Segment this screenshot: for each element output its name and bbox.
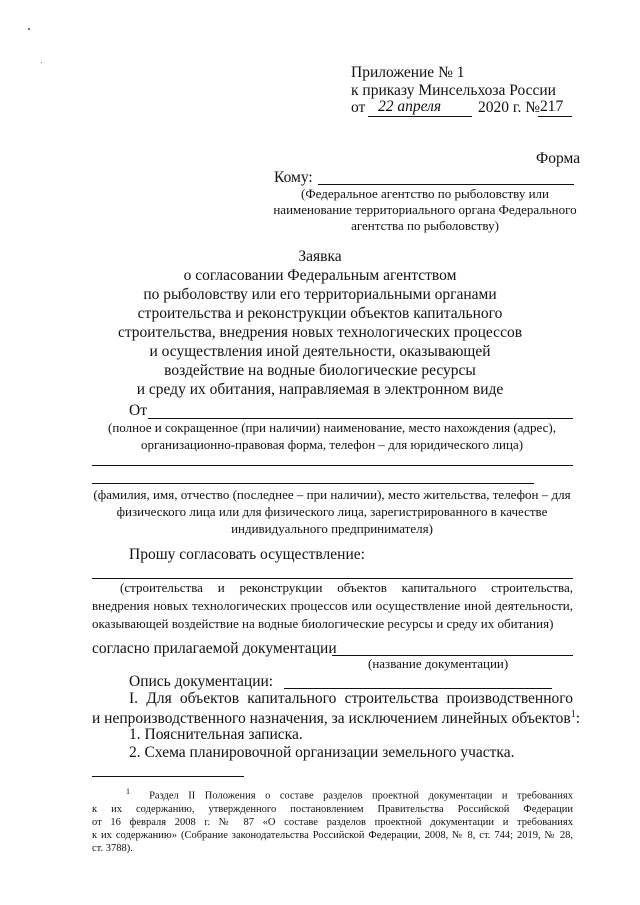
order-number: 217 [540, 98, 564, 115]
inventory-field[interactable] [284, 688, 552, 689]
applicant-extra-field[interactable] [92, 465, 573, 466]
applicant-person-field[interactable] [92, 483, 534, 484]
number-underline [538, 116, 572, 117]
scan-speck [41, 62, 42, 63]
recipient-hint: (Федеральное агентство по рыболовству или наименование территориального органа Федерального агентства по рыболовству) [273, 186, 577, 233]
order-date-handwritten: 22 апреля [378, 98, 442, 115]
documentation-name-hint: (название документации) [368, 656, 509, 671]
document-title: Заявка о согласовании Федеральным агентством по рыболовству или его территориальными органами строительства и реконструкции объектов капитального строительства, внедрения новых технологических процессов и осуществления иной деятельности, оказывающей воздействие на водные биологические ресурсы и среду их обитания, направляемая в электронном виде [117, 248, 523, 398]
recipient-label: Кому: [274, 169, 313, 186]
scan-speck [28, 28, 30, 30]
order-year: 2020 г. № [478, 99, 541, 116]
doc-item: 1. Пояснительная записка. [129, 726, 303, 743]
according-text: согласно прилагаемой документации [92, 640, 337, 657]
form-label: Форма [536, 150, 581, 167]
date-underline [368, 116, 472, 117]
section1-heading-cont: и непроизводственного назначения, за исключением линейных объектов$^1$: [92, 709, 581, 728]
footnote-ref[interactable]: 1 [570, 709, 576, 720]
inventory-label: Опись документации: [129, 673, 274, 690]
recipient-field[interactable] [318, 184, 574, 185]
applicant-label: От [129, 402, 147, 419]
order-reference: к приказу Минсельхоза России [351, 82, 556, 99]
applicant-person-hint: (фамилия, имя, отчество (последнее – при наличии), место жительства, телефон – для физического лица или для физического лица, зарегистрированного в качестве индивидуального предпринимателя) [93, 487, 571, 536]
section1-heading: I. Для объектов капитального строительства производственного [129, 690, 573, 707]
order-date-prefix: от [351, 99, 366, 116]
appendix-number: Приложение № 1 [351, 64, 465, 81]
doc-item: 2. Схема планировочной организации земельного участка. [129, 744, 515, 761]
footnote-text: $^1$ Раздел II Положения о составе разделов проектной документации и требованиях к их содержанию, утвержденного постановлением Правительства Российской Федерации от 16 февраля 2008 г. № 87 «О составе разделов проектной документации и требованиях к их содержанию» (Собрание законодательства Российской Федерации, 2008, № 8, ст. 744; 2019, № 28, ст. 3788). [92, 787, 573, 854]
request-hint: (строительства и реконструкции объектов капитального строительства, внедрения новых технологических процессов или осуществление иной деятельности, оказывающей воздействие на водные биологические ресурсы и среду их обитания) [92, 580, 573, 631]
request-text: Прошу согласовать осуществление: [129, 546, 365, 563]
applicant-legal-hint: (полное и сокращенное (при наличии) наименование, место нахождения (адрес), организационно-правовая форма, телефон – для юридического лица) [108, 420, 556, 452]
footnote-mark: 1 [126, 787, 130, 796]
footnote-separator [92, 776, 244, 777]
